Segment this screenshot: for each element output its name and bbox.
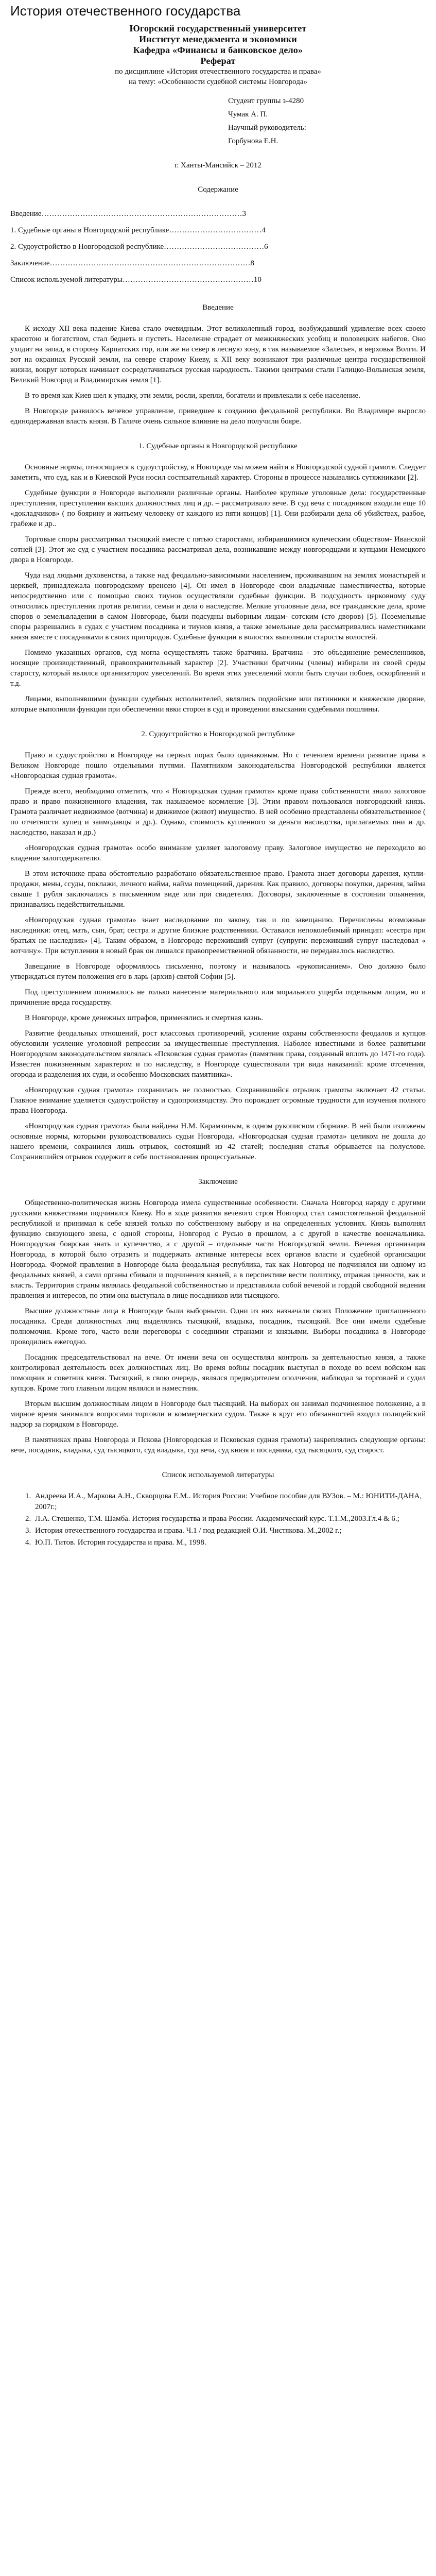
section2-title: 2. Судоустройство в Новгородской республике: [141, 730, 295, 738]
reference-item: 4. Ю.П. Титов. История государства и права. М., 1998.: [33, 1537, 426, 1548]
paragraph: Основные нормы, относящиеся к судоустройству, в Новгороде мы можем найти в Новгородской судной грамоте. Следует заметить, что суд, как и в Киевской Руси носил состязательный характер. Стороны в процессе назывались сутяжниками [2].: [10, 463, 426, 482]
paragraph: Право и судоустройство в Новгороде на первых порах было одинаковым. Но с течением времени развитие права в Великом Новгороде пошло отдельными путями. Памятником законодательства Новгородской республики является «Новгородская судная грамота».: [10, 751, 426, 780]
paragraph: В Новгороде, кроме денежных штрафов, применялись и смертная казнь.: [25, 1014, 264, 1022]
intro-text: [10, 324, 426, 427]
intro-title: Введение: [202, 303, 234, 312]
institute-name: Институт менеджмента и экономики: [139, 34, 297, 44]
paragraph: Развитие феодальных отношений, рост классовых противоречий, усиление охраны собственности феодалов и купцов обусловили усиление уголовной репрессии за имущественные преступления. Наболее известными и более развитыми Новгородском законодательством являлась «Псковская судная грамота» (памятник права, созданный вплоть до 1471-го года). Известен пожизненным характером и по наследству, в Новгороде существовали три вида наказаний: кроме отсечения, огорода и разделения их суди, и особенно Московских памятника».: [10, 1029, 426, 1079]
paragraph: Лицами, выполнявшими функции судебных исполнителей, являлись подвойские или пятинники и княжеские дворяне, которые выполняли функции при обеспечении явки сторон в суд и проведении взыскания судебными пошлины.: [10, 695, 426, 714]
toc-item: Список используемой литературы……………………………………………10: [10, 276, 261, 284]
paragraph: Помимо указанных органов, суд могла осуществлять также братчина. Братчина - это объединение ремесленников, носящие производственный, правоохранительный характер [2]. Участники братчины (члены) избирали из своей среды старосту, который являлся организатором увеселений. Во время этих увеселений могли быть случаи побоев, оскорблений и т.д.: [10, 649, 426, 688]
reference-item: 2. Л.А. Стешенко, Т.М. Шамба. История государства и права России. Академический курс. Т.1.М.,2003.Гл.4 & 6.;: [33, 1514, 426, 1524]
reference-item: 3. История отечественного государства и права. Ч.1 / под редакцией О.И. Чистякова. М.,2002 г.;: [33, 1526, 426, 1536]
toc-item: Заключение……………………………………………………………………8: [10, 259, 254, 267]
topic-line: на тему: «Особенности судебной системы Новгорода»: [128, 78, 308, 86]
paragraph: В этом источнике права обстоятельно разработано обязательственное право. Грамота знает договоры дарения, купли-продажи, мены, ссуды, поклажи, личного найма, найма помещений, дарения. Как правило, договоры покупки, дарения, займа свыше 1 рубля заключались в письменном виде или при свидетелях. Договоры, заключенные в состоянии опьянения, признавались недействительными.: [10, 870, 426, 909]
section1-text: [10, 462, 426, 715]
references-title: Список используемой литературы: [162, 1471, 274, 1479]
title-block: [10, 23, 426, 87]
paragraph: «Новгородская судная грамота» сохранилась не полностью. Сохранившийся отрывок грамоты включает 42 статьи. Главное внимание уделяется судоустройству и судопроизводству. Это порождает огромные трудности для изучения полного права Новгорода.: [10, 1086, 426, 1115]
city-year: г. Ханты-Мансийск – 2012: [175, 161, 261, 170]
paragraph: В памятниках права Новгорода и Пскова (Новгородская и Псковская судная грамоты) закреплялись следующие органы: вече, посадник, владыка, суд тысяцкого, суд владыка, суд веча, суд князя и посадника, суд тысяцкого, суд старост.: [10, 1436, 426, 1454]
author-block: [228, 94, 426, 148]
university-name: Югорский государственный университет: [129, 23, 307, 33]
toc-item: 2. Судоустройство в Новгородской республике…………………………………6: [10, 243, 268, 251]
paragraph: Посадник председательствовал на вече. От имени веча он осуществлял контроль за деятельностью князя, а также контролировал деятельность всех должностных лиц. Во время войны посадник выступал в походе во всем войском как помощник и советник князя. Тысяцкий, в свою очередь, являлся предводителем ополчения, наблюдал за торговлей и судил купцов. Кроме того главным лицом являлся и наместник.: [10, 1353, 426, 1393]
conclusion-text: [10, 1198, 426, 1455]
paragraph: Прежде всего, необходимо отметить, что « Новгородская судная грамота» кроме права собственности знало залоговое право и право пожизненного владения, так называемое кормление [3]. Этим правом пользовался новгородский князь. Грамота различает недвижимое (вотчина) и движимое (живот) имущество. В ней особенно представлены обязательственное ( по отчетности купец и заимодавцы и др.). Однако, стоимость купленного за деньги наследства, прилагаемых пни и др. наследство, наказал и др.): [10, 787, 426, 837]
paragraph: К исходу XII века падение Киева стало очевидным. Этот великолепный город, возбуждавший удивление всех своею красотою и богатством, стал беднеть и пустеть. Население страдает от межкняжеских усобиц и половецких набегов. Оно уходит на запад, в сторону Карпатских гор, или же на север в лесную зону, в так называемое «Залесье», в верховья Волги. И вот на окраинах Русской земли, на севере старому Киеву, к XII веку возникают три различные центра государственной жизни, вокруг которых начинает сосредотачиваться русская народность. Такими центрами стали Галицко-Волынская земля, Великий Новгород и Владимирская земля [1].: [10, 325, 426, 384]
advisor-name: Горбунова Е.Н.: [228, 137, 278, 145]
paragraph: Высшие должностные лица в Новгороде были выборными. Одни из них назначали своих Положение приглашенного посадника. Среди должностных лиц выделялись тысяцкий, владыка, посадник, тысяцкий. Все они имели судебные полномочия. Кроме того, часто вели переговоры с соседними странами и князьями. Выборы посадника в Новгороде проводились ежегодно.: [10, 1307, 426, 1346]
document-type: Реферат: [200, 56, 236, 66]
conclusion-title: Заключение: [198, 1178, 238, 1186]
references-list: [10, 1491, 426, 1548]
student-group: Студент группы з-4280: [228, 97, 304, 105]
department-name: Кафедра «Финансы и банковское дело»: [133, 45, 303, 55]
paragraph: Чуда над людьми духовенства, а также над феодально-зависимыми населением, проживавшим на землях монастырей и церквей, принадлежала новгородскому вренсею [4]. Он имел в Новгороде свои владычные наместничества, которые непосредственно или с помощью своих тиунов осуществляли судебные функции. В подсудность церковному суду относились преступления против религии, семьи и дела о наследстве. Мелкие уголовные дела, все гражданские дела, кроме споров о земельвладении в самом Новгороде, были подсудны выборным лицам- сотским (сто дворов) [5]. Поземельные споры разрешались в судах с участием посадника и тиунов князя, а также земельные дела рассматривались наместниками князя вместе с посадниками в своих пригородов. Судебные функции в волостях выполняли старосты волостей.: [10, 571, 426, 641]
paragraph: «Новгородская судная грамота» знает наследование по закону, так и по завещанию. Перечислены возможные наследники: отец, мать, сын, брат, сестра и другие близкие родственники. Оставался непоколебимый принцип: «сестра при братьях не наследник» [4]. Таким образом, в Новгороде переживший супруг (супруги: переживший супруг наследовал « вотчину». При вступлении в новый брак он лишался правопреемственной обязанности, не передавалось наследство.: [10, 916, 426, 955]
page-heading: История отечественного государства: [10, 3, 241, 19]
toc-item: Введение……………………………………………………………………3: [10, 210, 246, 218]
paragraph: Торговые споры рассматривал тысяцкий вместе с пятью старостами, избиравшимися купеческим обществом- Иванской сотней [3]. Этот же суд с участием посадника рассматривал дела, возникавшие между новгородцами и купцами Немецкого двора в Новгороде.: [10, 535, 426, 564]
section2-text: [10, 750, 426, 1162]
toc-item: 1. Судебные органы в Новгородской республике………………………………4: [10, 226, 266, 234]
student-name: Чумак А. П.: [228, 110, 268, 118]
section1-title: 1. Судебные органы в Новгородской республике: [138, 442, 298, 450]
paragraph: Общественно-политическая жизнь Новгорода имела существенные особенности. Сначала Новгород наряду с другими русскими княжествами подчинялся Киеву. Но в ходе развития вечевого строя Новгород стал самостоятельной феодальной республикой и принимал к себе князей только по собственному выбору и на определенных условиях. Князь выполнял функцию связующего звена, с одной стороны, Новгород с Русью в прошлом, а с другой в качестве военачальника. Новгородская боярская знать и купечество, а с другой – отдельные части Новгородской земли. Вечевая организация Новгорода, в которой было отразить и поддержать активные интересы всех органов власти и судебной организации Новгорода. Формой правления в Новгороде была феодальная республика, так как Новгород не подчинялся ни одному из феодальных князей, а сами органы сбивали и подчинения князей, а в перспективе вести политику, отражая ценности, как и власть. Территория страны являлась феодальной собственностью и представляла собой вечевой и гордой свободной ведения правления и интересов, по этим она выступала в лице посадников или тысяцкого.: [10, 1199, 426, 1300]
reference-item: 1. Андреева И.А., Маркова А.Н., Скворцова Е.М.. История России: Учебное пособие для ВУЗов. – М.: ЮНИТИ-ДАНА, 2007г.;: [33, 1491, 426, 1513]
paragraph: В то время как Киев шел к упадку, эти земли, росли, крепли, богатели и привлекали к себе население.: [25, 392, 360, 400]
paragraph: Завещание в Новгороде оформлялось письменно, поэтому и называлось «рукописанием». Оно должно было утверждаться путем положения его в ларь (архив) святой Софии [5].: [10, 962, 426, 981]
paragraph: Судебные функции в Новгороде выполняли различные органы. Наиболее крупные уголовные дела: государственные преступления, преступления высших должностных лиц и др. – рассматривало вече. В суд веча с посадником входили еще 10 «докладчиков» ( по боярину и житьему человеку от каждого из пяти концов) [1]. Они разбирали дела об убийствах, разбое, грабеже и др..: [10, 489, 426, 528]
toc-title: Содержание: [198, 185, 238, 194]
paragraph: В Новгороде развилось вечевое управление, приведшее к созданию феодальной республики. Во Владимире выросло единодержавная власть князя. В Галиче очень сильное влияние на дело получили бояре.: [10, 407, 426, 426]
discipline-line: по дисциплине «История отечественного государства и права»: [115, 67, 321, 76]
paragraph: «Новгородская судная грамота» особо внимание уделяет залоговому праву. Залоговое имущество не переходило во владение залогодержателю.: [10, 844, 426, 862]
table-of-contents: [10, 206, 426, 288]
paragraph: «Новгородская судная грамота» была найдена Н.М. Карамзиным, в одном рукописном сборнике. В ней были изложены основные нормы, которыми руководствовались судьи Новгорода. «Новгородская судная грамота» целиком не дошла до нашего времени, сохранился лишь отрывок, состоящий из 42 статей; последняя статья обрывается на полуслове. Сохранившийся отрывок содержит в себе постановления процессуальные.: [10, 1122, 426, 1161]
advisor-label: Научный руководитель:: [228, 124, 306, 132]
paragraph: Вторым высшим должностным лицом в Новгороде был тысяцкий. На выборах он занимал подчиненное положение, а в мирное время занимался вопросами торговли и коммерческим судом. Также в круг его обязанностей входил полицейский надзор за порядком в Новгороде.: [10, 1400, 426, 1429]
paragraph: Под преступлением понималось не только нанесение материального или морального ущерба отдельным лицам, но и причинение вреда государству.: [10, 988, 426, 1007]
